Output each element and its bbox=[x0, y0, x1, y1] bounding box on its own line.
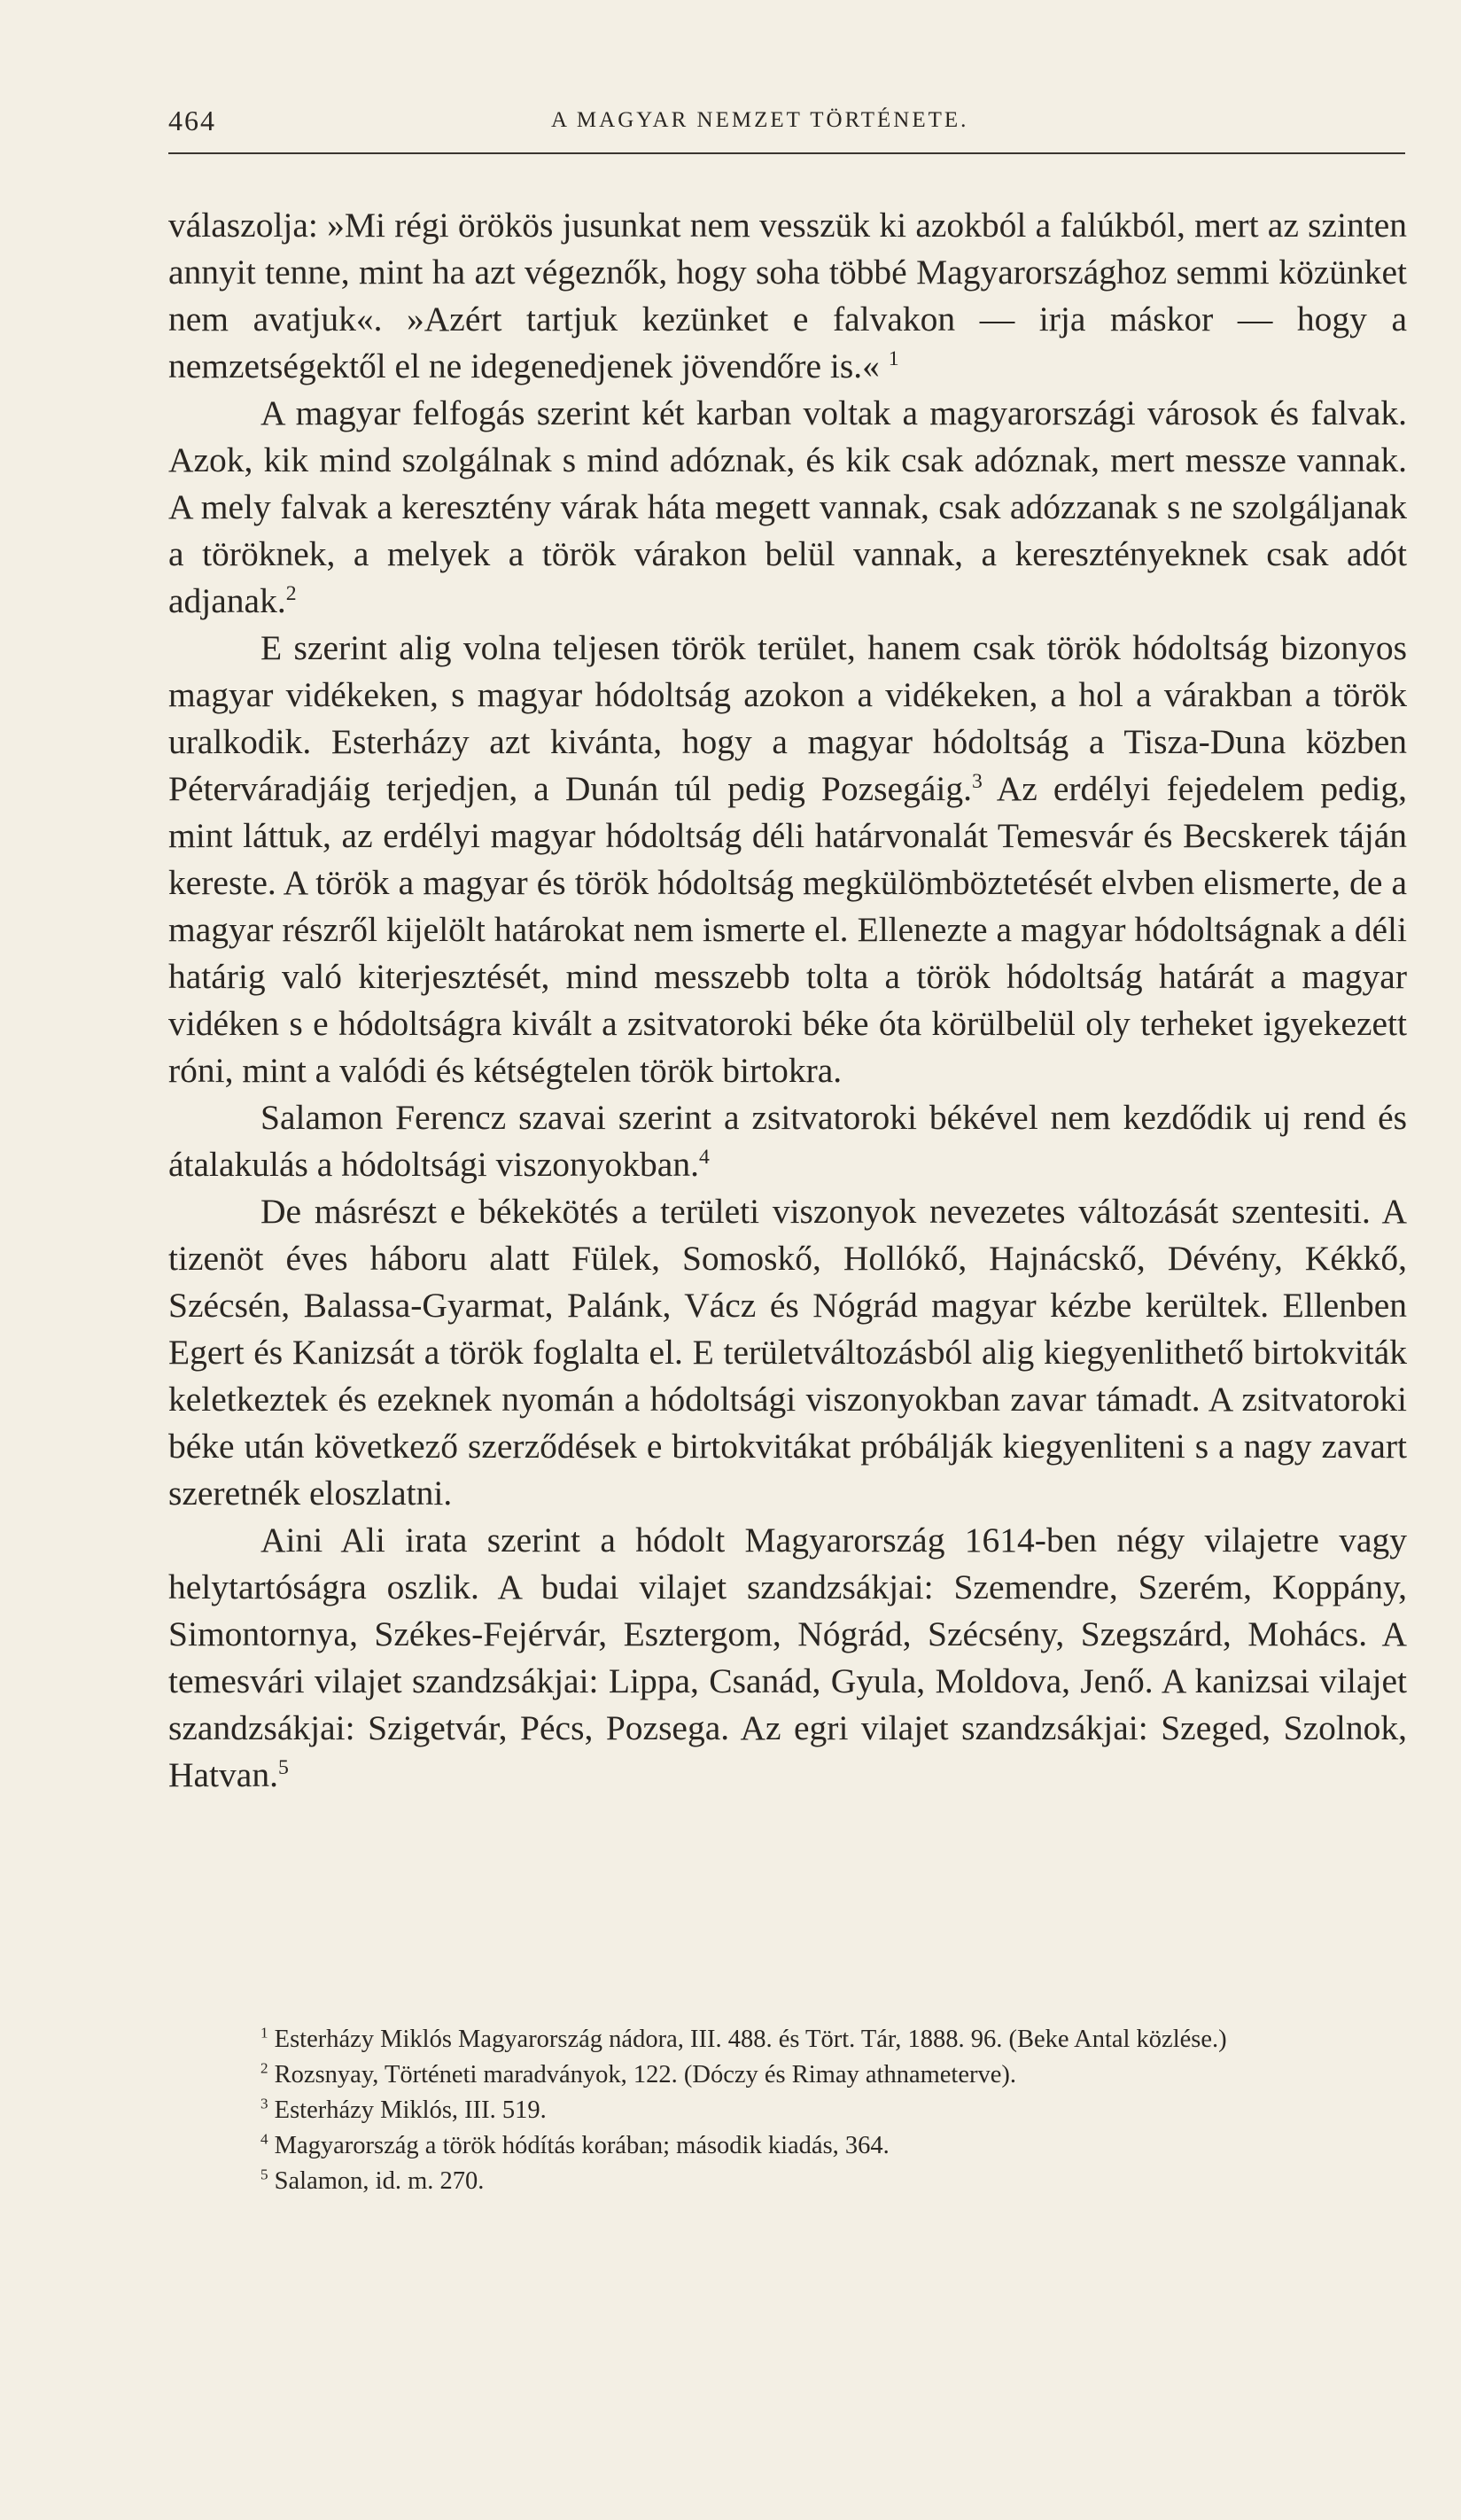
paragraph-text: E szerint alig volna teljesen török terület, hanem csak török hódoltság bizonyos magyar vidékeken, s magyar hódoltság azokon a vidékeken, a hol a várakban a török uralkodik. Esterházy azt kivánta, hogy a magyar hódoltság a Tisza-Duna közben Péterváradjáig terjedjen, a Dunán túl pedig Pozsegáig. bbox=[168, 628, 1407, 808]
paragraph bbox=[168, 1517, 1407, 1799]
paragraph-text: Aini Ali irata szerint a hódolt Magyarország 1614-ben négy vilajetre vagy helytartóságra oszlik. A budai vilajet szandzsákjai: Szemendre, Szerém, Koppány, Simontornya, Székes-Fejérvár, Esztergom, Nógrád, Szécsény, Szegszárd, Mohács. A temesvári vilajet szandzsákjai: Lippa, Csanád, Gyula, Moldova, Jenő. A kanizsai vilajet szandzsákjai: Szigetvár, Pécs, Pozsega. Az egri vilajet szandzsákjai: Szeged, Szolnok, Hatvan. bbox=[168, 1521, 1407, 1794]
paragraph bbox=[168, 390, 1407, 625]
footnote-ref: 1 bbox=[888, 346, 899, 370]
running-head bbox=[168, 105, 1405, 154]
footnote-mark: 5 bbox=[260, 2166, 268, 2183]
footnote-ref: 5 bbox=[277, 1755, 289, 1779]
footnote-ref: 2 bbox=[285, 581, 297, 605]
footnote-mark: 3 bbox=[260, 2095, 268, 2112]
paragraph bbox=[168, 1094, 1407, 1188]
paragraph-text: válaszolja: »Mi régi örökös jusunkat nem vesszük ki azokból a falúkból, mert az szinten annyit tenne, mint ha azt végeznők, hogy soha többé Magyarországhoz semmi közünket nem avatjuk«. »Azért tartjuk kezünket e falvakon — irja máskor — hogy a nemzetségektől el ne idegenedjenek jövendőre is.« bbox=[168, 206, 1407, 385]
footnote bbox=[168, 2128, 1407, 2164]
page-number: 464 bbox=[168, 105, 216, 136]
footnote-mark: 4 bbox=[260, 2130, 268, 2148]
paragraph bbox=[168, 1188, 1407, 1517]
footnote-text: Salamon, id. m. 270. bbox=[274, 2167, 485, 2195]
footnote-ref: 3 bbox=[971, 769, 983, 793]
footnote bbox=[168, 2057, 1407, 2093]
footnotes bbox=[168, 2022, 1407, 2199]
footnote-mark: 2 bbox=[260, 2059, 268, 2077]
footnote-text: Magyarország a török hódítás korában; második kiadás, 364. bbox=[274, 2132, 890, 2159]
paragraph-text: De másrészt e békekötés a területi viszonyok nevezetes változását szentesiti. A tizenöt éves háboru alatt Fülek, Somoskő, Hollókő, Hajnácskő, Dévény, Kékkő, Szécsén, Balassa-Gyarmat, Palánk, Vácz és Nógrád magyar kézbe kerültek. Ellenben Egert és Kanizsát a török foglalta el. E területváltozásból alig kiegyenlithető birtokviták keletkeztek és ezeknek nyomán a hódoltsági viszonyokban zavar támadt. A zsitvatoroki béke után következő szerződések e birtokvitákat próbálják kiegyenliteni s a nagy zavart szeretnék eloszlatni. bbox=[168, 1192, 1407, 1513]
main-text bbox=[168, 202, 1407, 1799]
paragraph-text: A magyar felfogás szerint két karban voltak a magyarországi városok és falvak. Azok, kik mind szolgálnak s mind adóznak, és kik csak adóznak, mert messze vannak. A mely falvak a keresztény várak háta megett vannak, csak adózzanak s ne szolgáljanak a töröknek, a melyek a török várakon belül vannak, a keresztényeknek csak adót adjanak. bbox=[168, 393, 1407, 620]
footnote-text: Rozsnyay, Történeti maradványok, 122. (Dóczy és Rimay athnameterve). bbox=[274, 2061, 1016, 2088]
paragraph-text: Az erdélyi fejedelem pedig, mint láttuk, az erdélyi magyar hódoltság déli határvonalát Temesvár és Becskerek táján kereste. A török a magyar és török hódoltság megkülömböztetését elvben elismerte, de a magyar részről kijelölt határokat nem ismerte el. Ellenezte a magyar hódoltságnak a déli határig való kiterjesztését, mind messzebb tolta a török hódoltság határát a magyar vidéken s e hódoltságra kivált a zsitvatoroki béke óta körülbelül oly terheket igyekezett róni, mint a valódi és kétségtelen török birtokra. bbox=[168, 769, 1407, 1090]
footnote bbox=[168, 2164, 1407, 2199]
footnote bbox=[168, 2093, 1407, 2128]
footnote bbox=[168, 2022, 1407, 2057]
footnote-text: Esterházy Miklós Magyarország nádora, III. 488. és Tört. Tár, 1888. 96. (Beke Antal közlése.) bbox=[274, 2026, 1227, 2053]
paragraph bbox=[168, 625, 1407, 1094]
running-title: A MAGYAR NEMZET TÖRTÉNETE. bbox=[551, 108, 969, 132]
paragraph-text: Salamon Ferencz szavai szerint a zsitvatoroki békével nem kezdődik uj rend és átalakulás a hódoltsági viszonyokban. bbox=[168, 1098, 1407, 1184]
paragraph bbox=[168, 202, 1407, 390]
footnote-mark: 1 bbox=[260, 2024, 268, 2042]
footnote-ref: 4 bbox=[698, 1145, 710, 1169]
footnote-text: Esterházy Miklós, III. 519. bbox=[274, 2096, 547, 2124]
